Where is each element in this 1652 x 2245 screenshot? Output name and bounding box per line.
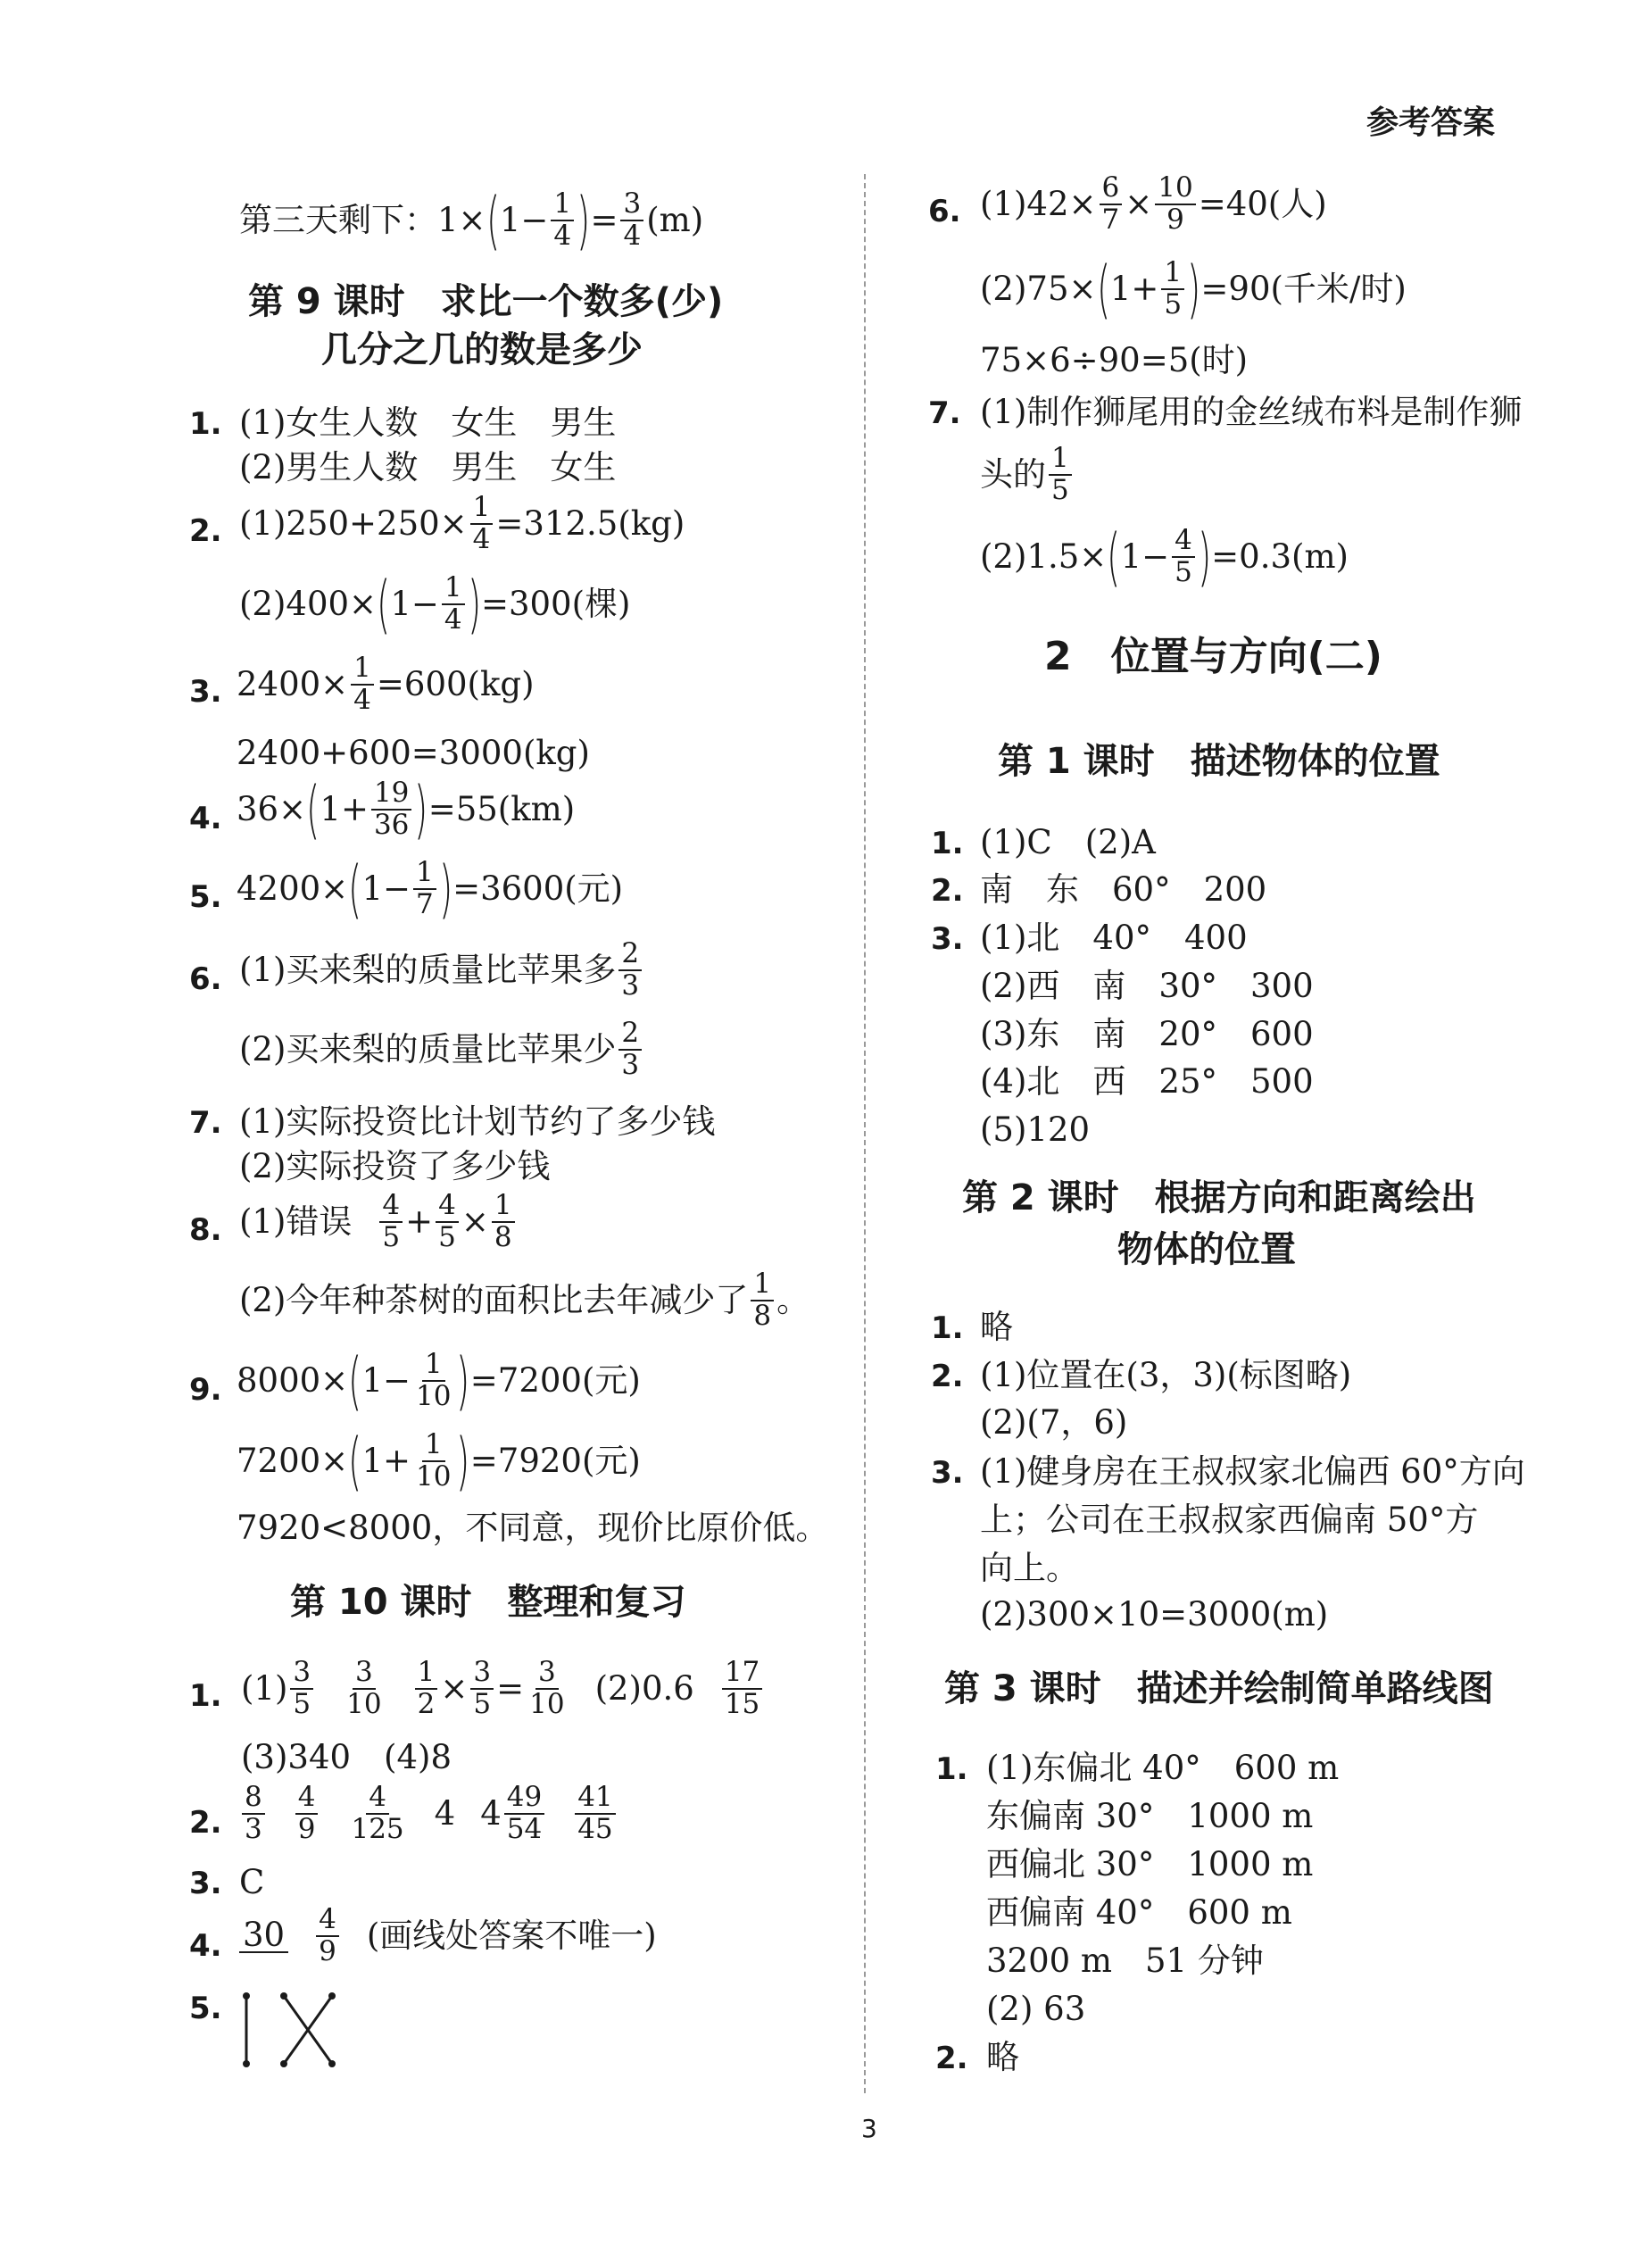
r-q7-answer-b: (2)1.5× ( 1− $\frac{4}{5}$ ) =0.3(m) [980, 520, 1349, 594]
page-number: 3 [861, 2114, 877, 2143]
s3-q2-number: 2. [935, 2041, 968, 2076]
r-q6-number: 6. [928, 194, 961, 229]
s1-q3-number: 3. [931, 921, 964, 957]
q8-number: 8. [189, 1212, 222, 1248]
section-9-subtitle: 几分之几的数是多少 [321, 329, 643, 370]
r4-answer: 30 $\frac{4}{9}$ (画线处答案不唯一) [239, 1906, 657, 1966]
q6-number: 6. [189, 961, 222, 997]
s2-q3-answer-a: (1)健身房在王叔叔家北偏西 60°方向 [980, 1452, 1525, 1491]
r-q7-answer-a2: 头的 $\frac{1}{5}$ [980, 445, 1075, 504]
s2-subtitle: 物体的位置 [1117, 1229, 1296, 1270]
r-q7-number: 7. [928, 395, 961, 431]
q8-answer-a: (1)错误 $\frac{4}{5}$ + $\frac{4}{5}$ × $\frac{1}{8}$ [239, 1192, 518, 1251]
s1-q2-number: 2. [931, 873, 964, 909]
q7-number: 7. [189, 1105, 222, 1141]
r-q6-answer-b: (2)75× ( 1+ $\frac{1}{5}$ ) =90(千米/时) [980, 252, 1407, 326]
section-10-title: 第 10 课时 整理和复习 [290, 1582, 686, 1623]
r-q6-answer-a: (1)42× $\frac{6}{7}$ × $\frac{10}{9}$ =40(人) [980, 171, 1327, 236]
intro-line: 第三天剩下：1× ( 1 − $\frac{1}{4}$ ) = $\frac{3}{4}$ (m) [239, 183, 704, 257]
unit-2-title: 2 位置与方向(二) [1044, 634, 1382, 679]
q4-number: 4. [189, 801, 222, 836]
q6-answer-a: (1)买来梨的质量比苹果多 $\frac{2}{3}$ [239, 940, 644, 1000]
s1-q3-answer-d: (4)北 西 25° 500 [980, 1062, 1314, 1101]
r3-answer: C [239, 1863, 265, 1901]
r5-line-drawing [234, 1989, 341, 2071]
s2-q3-answer-b: 上；公司在王叔叔家西偏南 50°方 [980, 1501, 1479, 1539]
s1-q3-answer-e: (5)120 [980, 1110, 1091, 1149]
r1-answer-b: (3)340 (4)8 [241, 1738, 452, 1776]
s3-q1-answer-c: 西偏北 30° 1000 m [986, 1845, 1314, 1883]
r-q7-answer-a: (1)制作狮尾用的金丝绒布料是制作狮 [980, 393, 1523, 431]
q4-answer: 36× ( 1+ $\frac{19}{36}$ ) =55(km) [237, 772, 576, 846]
q9-answer-b: 7200× ( 1+ $\frac{1}{10}$ ) =7920(元) [237, 1424, 641, 1498]
q9-answer-a: 8000× ( 1− $\frac{1}{10}$ ) =7200(元) [237, 1343, 641, 1418]
r4-number: 4. [189, 1928, 222, 1964]
r1-answer-a: (1) $\frac{3}{5}$ $\frac{3}{10}$ $\frac{1}{2}$ × $\frac{3}{5}$ = $\frac{3}{10}$ (2)0.6 $\frac{17}{15}$ [241, 1659, 765, 1718]
q2-answer-a: (1)250+250× $\frac{1}{4}$ =312.5(kg) [239, 491, 685, 555]
s3-q2-answer: 略 [986, 2038, 1019, 2076]
s2-q2-answer-a: (1)位置在(3，3)(标图略) [980, 1356, 1352, 1394]
r2-number: 2. [189, 1805, 222, 1841]
s1-q1-number: 1. [931, 826, 964, 861]
q9-answer-c: 7920<8000，不同意，现价比原价低。 [237, 1509, 829, 1547]
s2-q3-answer-d: (2)300×10=3000(m) [980, 1595, 1329, 1634]
q3-answer-a: 2400× $\frac{1}{4}$ =600(kg) [237, 652, 535, 716]
s1-q3-answer-a: (1)北 40° 400 [980, 919, 1248, 957]
r3-number: 3. [189, 1866, 222, 1901]
s1-q1-answer: (1)C (2)A [980, 823, 1156, 861]
s3-q1-answer-a: (1)东偏北 40° 600 m [986, 1749, 1340, 1787]
r-q6-answer-c: 75×6÷90=5(时) [980, 341, 1249, 379]
q6-answer-b: (2)买来梨的质量比苹果少 $\frac{2}{3}$ [239, 1019, 644, 1079]
s2-title: 第 2 课时 根据方向和距离绘出 [962, 1177, 1476, 1218]
q2-answer-b: (2)400× ( 1− $\frac{1}{4}$ ) =300(棵) [239, 567, 631, 641]
r1-number: 1. [189, 1678, 222, 1714]
q3-answer-b: 2400+600=3000(kg) [237, 734, 590, 772]
q1-answer-a: (1)女生人数 女生 男生 [239, 403, 617, 442]
s1-q3-answer-c: (3)东 南 20° 600 [980, 1015, 1314, 1053]
s1-q3-answer-b: (2)西 南 30° 300 [980, 967, 1314, 1005]
q3-number: 3. [189, 674, 222, 710]
s3-q1-answer-b: 东偏南 30° 1000 m [986, 1797, 1314, 1835]
q2-number: 2. [189, 513, 222, 549]
q9-number: 9. [189, 1372, 222, 1408]
q1-number: 1. [189, 406, 222, 442]
r2-answer: $\frac{8}{3}$ $\frac{4}{9}$ $\frac{4}{125}$ 4 4 $\frac{49}{54}$ $\frac{41}{45}$ [239, 1784, 618, 1843]
r4-underlined-value: 30 [239, 1918, 288, 1953]
s3-q1-answer-e: 3200 m 51 分钟 [986, 1942, 1264, 1980]
s2-q2-answer-b: (2)(7，6) [980, 1403, 1128, 1442]
s3-title: 第 3 课时 描述并绘制简单路线图 [944, 1668, 1494, 1709]
s3-q1-answer-d: 西偏南 40° 600 m [986, 1893, 1292, 1932]
s3-q1-answer-f: (2) 63 [986, 1990, 1086, 2028]
q7-answer-a: (1)实际投资比计划节约了多少钱 [239, 1102, 716, 1141]
s2-q2-number: 2. [931, 1359, 964, 1394]
header-title: 参考答案 [1366, 104, 1495, 141]
s2-q1-answer: 略 [980, 1308, 1013, 1346]
s2-q3-number: 3. [931, 1455, 964, 1491]
r5-number: 5. [189, 1991, 222, 2026]
q1-answer-b: (2)男生人数 男生 女生 [239, 448, 617, 486]
q7-answer-b: (2)实际投资了多少钱 [239, 1147, 551, 1185]
s1-title: 第 1 课时 描述物体的位置 [998, 741, 1440, 782]
s3-q1-number: 1. [935, 1751, 968, 1787]
column-divider [864, 174, 866, 2093]
section-9-title: 第 9 课时 求比一个数多(少) [248, 281, 724, 322]
q5-number: 5. [189, 879, 222, 915]
s1-q2-answer: 南 东 60° 200 [980, 870, 1267, 909]
s2-q3-answer-c: 向上。 [980, 1549, 1079, 1587]
q8-answer-b: (2)今年种茶树的面积比去年减少了 $\frac{1}{8}$ 。 [239, 1268, 810, 1332]
q5-answer: 4200× ( 1− $\frac{1}{7}$ ) =3600(元) [237, 852, 624, 926]
s2-q1-number: 1. [931, 1310, 964, 1346]
